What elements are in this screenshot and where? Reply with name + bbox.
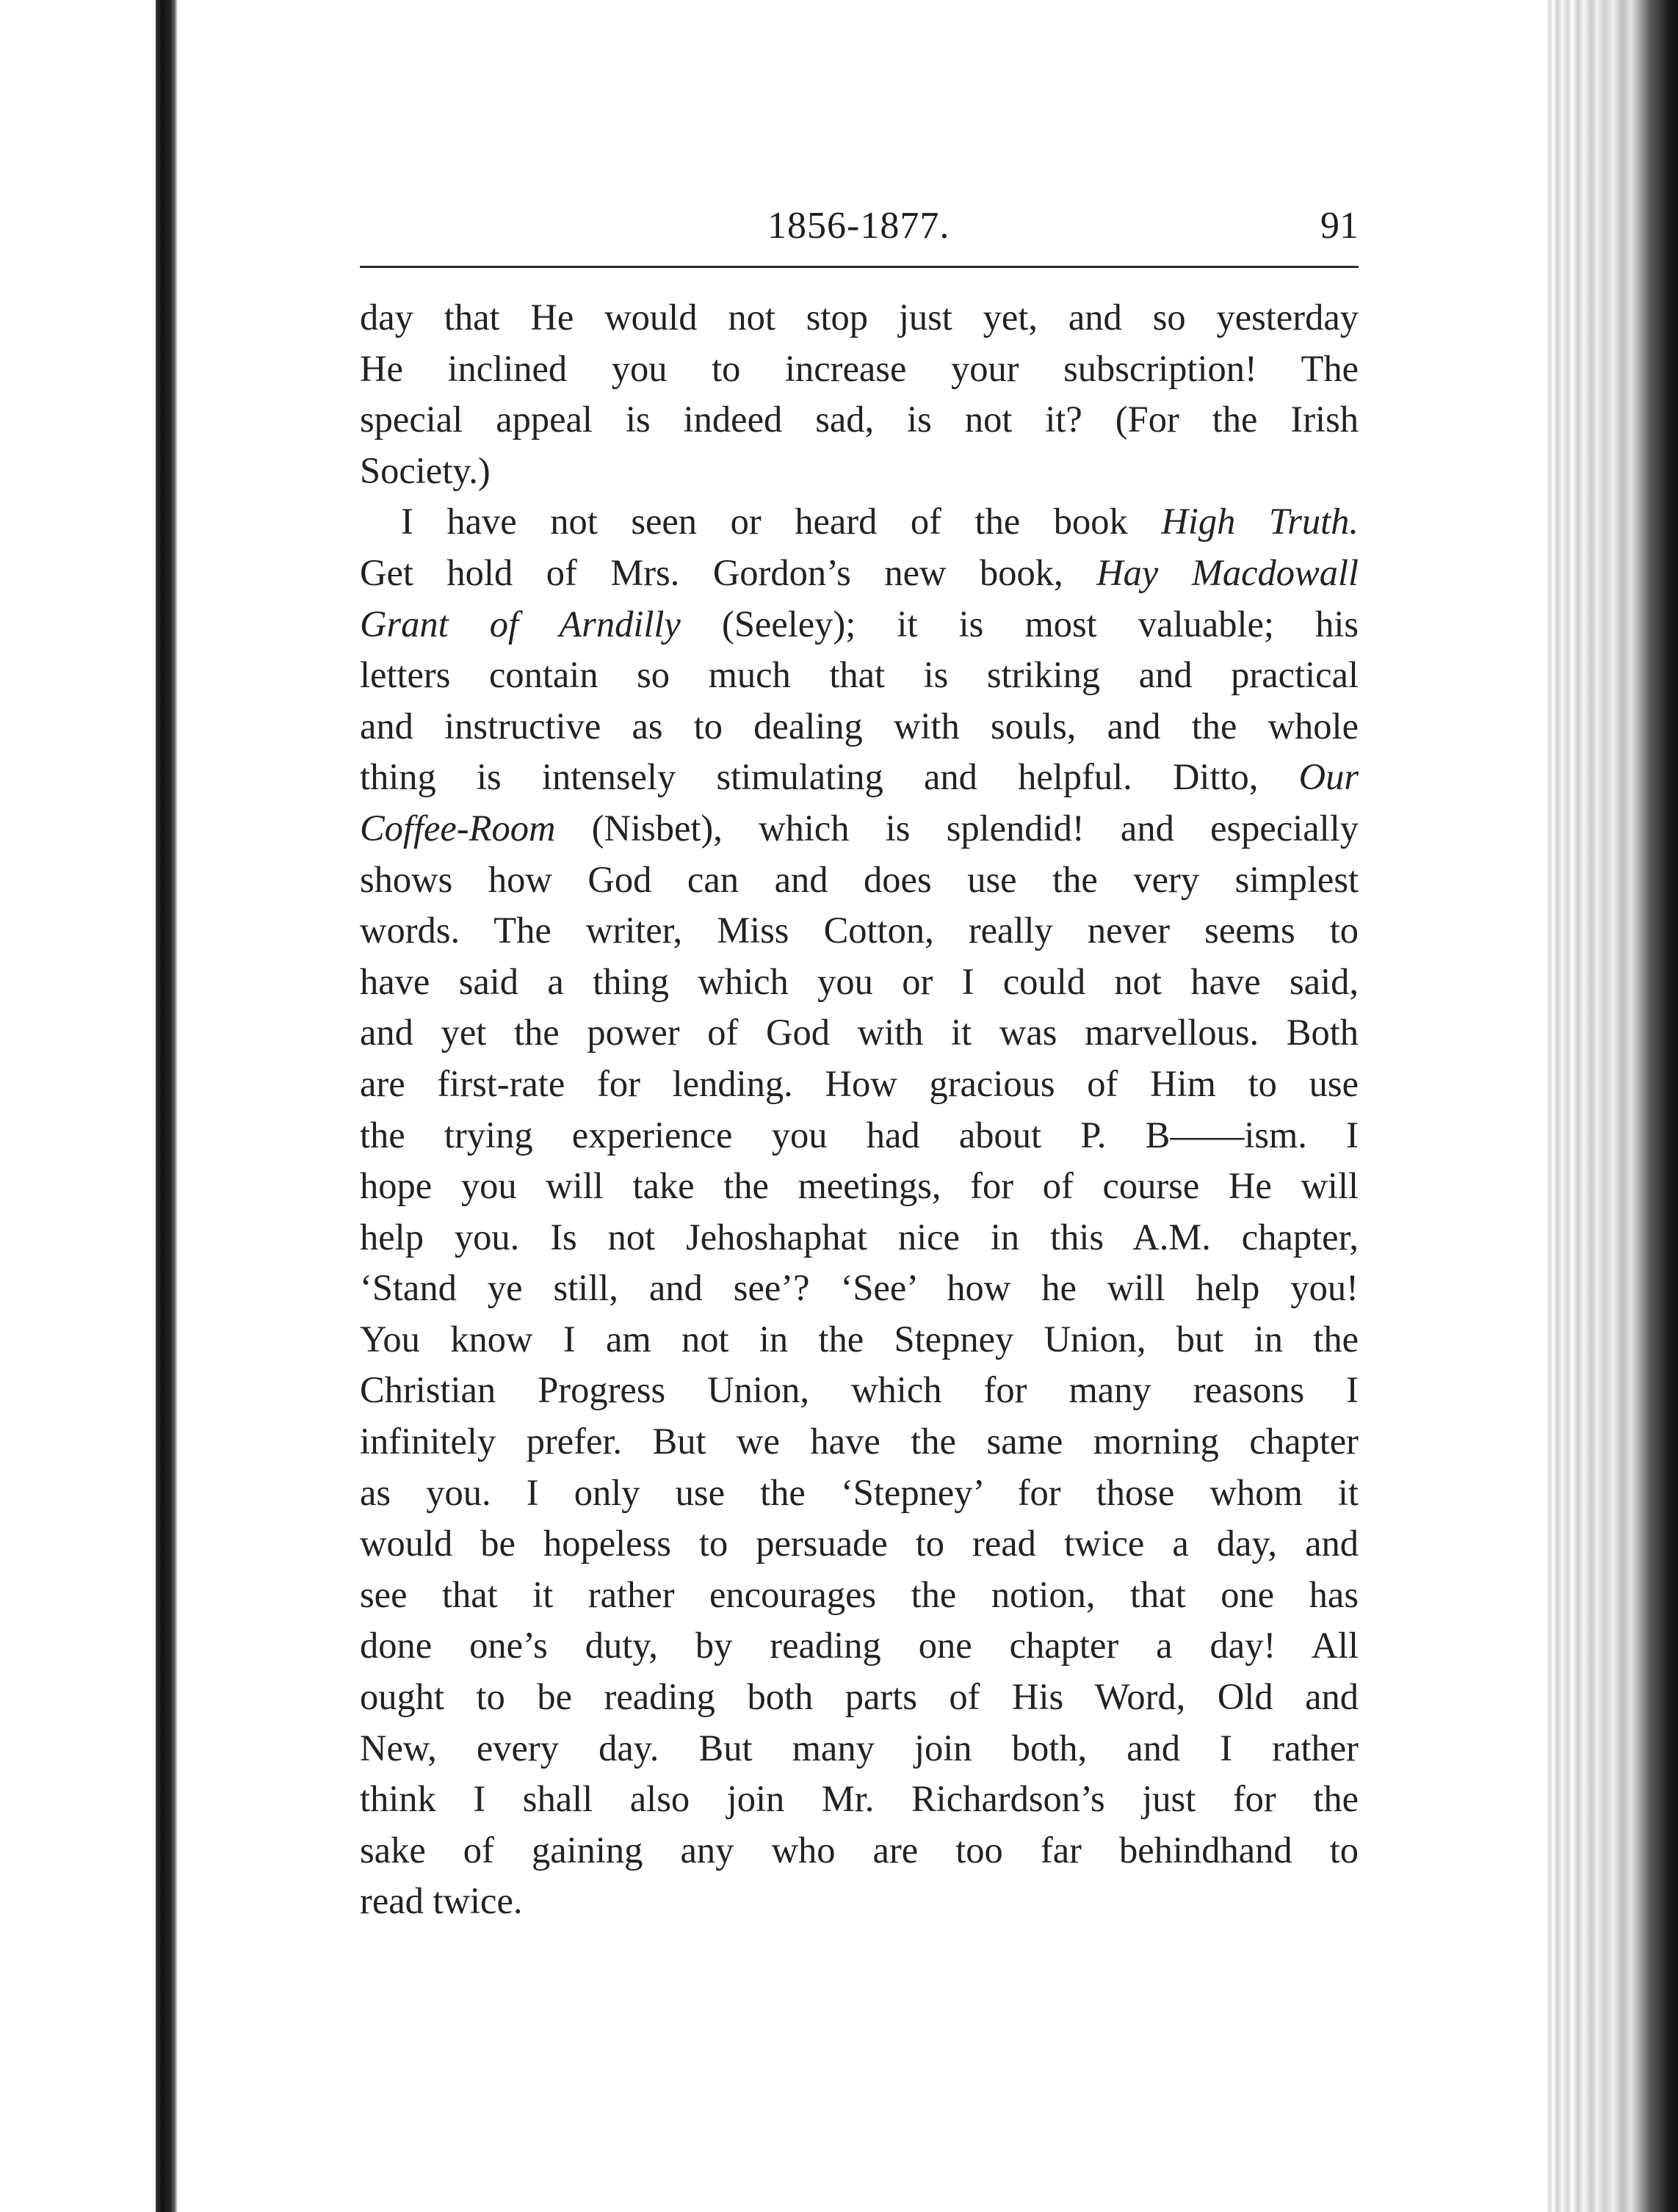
page-number: 91 — [1320, 205, 1359, 247]
text-line: and instructive as to dealing with souls, and the whole — [360, 705, 1359, 747]
text-line: infinitely prefer. But we have the same morning chapter — [360, 1421, 1359, 1462]
text-run: Get hold of Mrs. Gordon’s new book, — [360, 551, 1097, 593]
text-line: day that He would not stop just yet, and so yesterday — [360, 297, 1359, 338]
text-line: shows how God can and does use the very simplest — [360, 858, 1359, 900]
body-text — [360, 292, 1359, 1927]
text-line: hope you will take the meetings, for of course He will — [360, 1165, 1359, 1207]
book-title: Grant of Arndilly — [360, 603, 681, 645]
text-line: letters contain so much that is striking and practical — [360, 654, 1359, 696]
text-run: I have not seen or heard of the book — [401, 501, 1162, 543]
text-line: and yet the power of God with it was marvellous. Both — [360, 1012, 1359, 1054]
text-line: have said a thing which you or I could not have said, — [360, 960, 1359, 1002]
text-run: (Nisbet), which is splendid! and especially — [555, 807, 1359, 849]
text-run: (Seeley); it is most valuable; his — [680, 603, 1359, 645]
text-line: Christian Progress Union, which for many reasons I — [360, 1369, 1359, 1411]
text-line — [360, 548, 1359, 599]
text-line: the trying experience you had about P. B——ism. I — [360, 1114, 1359, 1156]
text-line: done one’s duty, by reading one chapter a day! All — [360, 1625, 1359, 1667]
text-line — [360, 496, 1359, 548]
text-line: Society.) — [360, 449, 491, 491]
running-head — [360, 189, 1359, 255]
text-line: He inclined you to increase your subscription! The — [360, 347, 1359, 389]
text-line: ‘Stand ye still, and see’? ‘See’ how he will help you! — [360, 1267, 1359, 1309]
running-title: 1856-1877. — [767, 205, 950, 247]
text-line: would be hopeless to persuade to read twice a day, and — [360, 1523, 1359, 1564]
text-line — [360, 803, 1359, 855]
book-title: Hay Macdowall — [1096, 551, 1359, 593]
text-line: as you. I only use the ‘Stepney’ for those whom it — [360, 1471, 1359, 1513]
text-line: see that it rather encourages the notion, that one has — [360, 1573, 1359, 1615]
text-line — [360, 752, 1359, 803]
text-line: help you. Is not Jehoshaphat nice in this A.M. chapter, — [360, 1216, 1359, 1258]
book-title: High Truth. — [1161, 501, 1359, 543]
page-edges — [1546, 0, 1678, 2212]
text-line: You know I am not in the Stepney Union, but in the — [360, 1318, 1359, 1360]
left-margin — [0, 0, 158, 2212]
book-title: Our — [1298, 756, 1359, 798]
book-title: Coffee-Room — [360, 807, 556, 849]
text-line — [360, 599, 1359, 650]
binding-gutter — [156, 0, 178, 2212]
text-line: New, every day. But many join both, and I rather — [360, 1727, 1359, 1769]
text-line: ought to be reading both parts of His Word, Old and — [360, 1676, 1359, 1718]
text-line: sake of gaining any who are too far behindhand to — [360, 1829, 1359, 1871]
text-line: special appeal is indeed sad, is not it? (For the Irish — [360, 399, 1359, 440]
text-run: thing is intensely stimulating and helpful. Ditto, — [360, 756, 1299, 798]
text-line: are first-rate for lending. How gracious of Him to use — [360, 1062, 1359, 1104]
text-line: words. The writer, Miss Cotton, really never seems to — [360, 910, 1359, 951]
text-line: read twice. — [360, 1880, 523, 1922]
text-line: think I shall also join Mr. Richardson’s just for the — [360, 1778, 1359, 1820]
header-rule — [360, 266, 1359, 268]
